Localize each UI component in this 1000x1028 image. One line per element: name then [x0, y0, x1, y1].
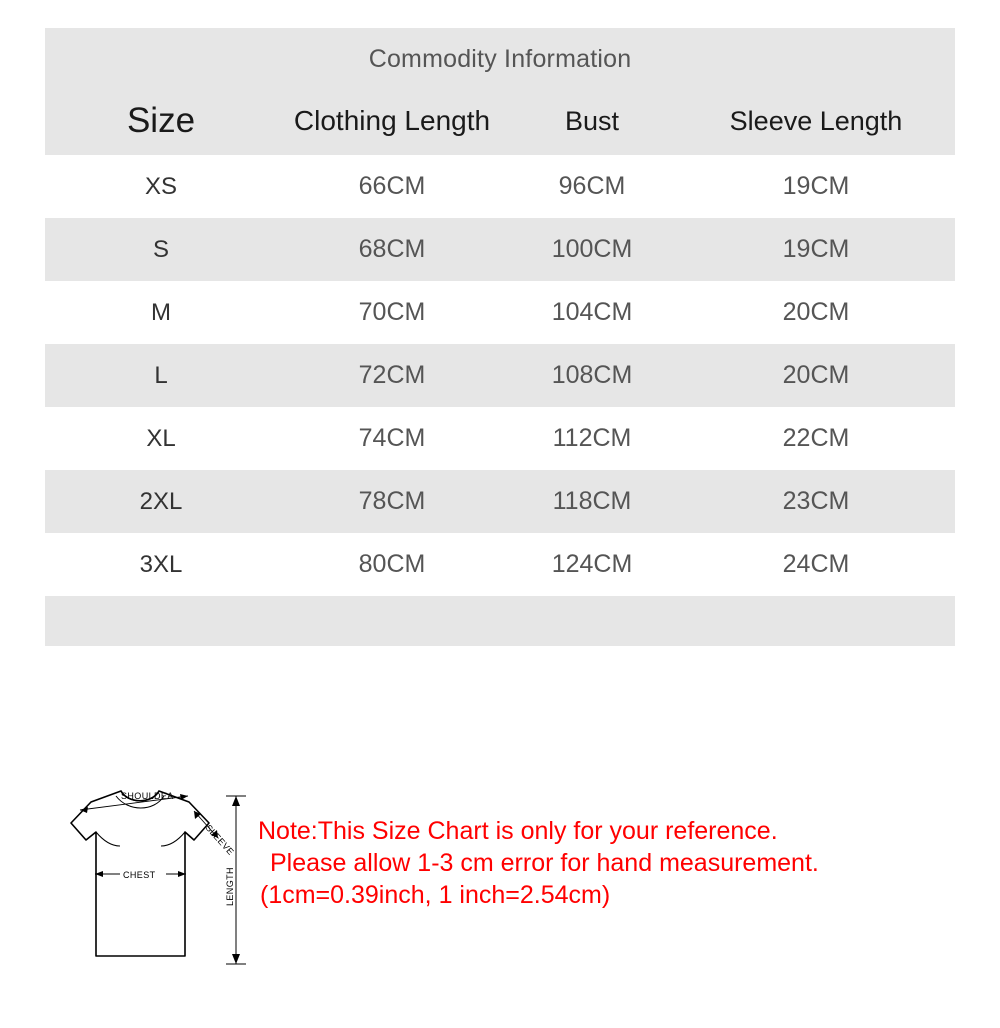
cell-bust: 124CM: [507, 533, 677, 596]
tshirt-icon: [28, 766, 258, 981]
cell-sleeve-length: 23CM: [677, 470, 955, 533]
cell-size: 3XL: [45, 533, 277, 596]
cell-size: 2XL: [45, 470, 277, 533]
cell-size: XS: [45, 155, 277, 218]
table-title-row: [45, 28, 955, 91]
cell-bust: 104CM: [507, 281, 677, 344]
column-header-size: Size: [45, 91, 277, 155]
cell-bust: 112CM: [507, 407, 677, 470]
cell-sleeve-length: 20CM: [677, 281, 955, 344]
cell-size: XL: [45, 407, 277, 470]
cell-sleeve-length: 22CM: [677, 407, 955, 470]
table-row: [45, 470, 955, 533]
label-shoulder: SHOULDEA: [121, 791, 174, 801]
cell-sleeve-length: 24CM: [677, 533, 955, 596]
cell-clothing-length: 70CM: [277, 281, 507, 344]
table-row: [45, 533, 955, 596]
cell-clothing-length: 68CM: [277, 218, 507, 281]
table-row: [45, 218, 955, 281]
cell-clothing-length: 78CM: [277, 470, 507, 533]
table-row: [45, 281, 955, 344]
column-header-sleeve-length: Sleeve Length: [677, 91, 955, 155]
size-chart-table: [45, 28, 955, 646]
cell-clothing-length: 80CM: [277, 533, 507, 596]
page-title: Commodity Information: [45, 28, 955, 91]
cell-bust: 100CM: [507, 218, 677, 281]
column-header-bust: Bust: [507, 91, 677, 155]
cell-sleeve-length: 19CM: [677, 155, 955, 218]
table-row: [45, 344, 955, 407]
note-line-1: Note:This Size Chart is only for your reference.: [258, 817, 778, 845]
cell-bust: 108CM: [507, 344, 677, 407]
column-header-clothing-length: Clothing Length: [277, 91, 507, 155]
table-header-row: [45, 91, 955, 155]
label-chest: CHEST: [123, 870, 156, 880]
cell-clothing-length: 72CM: [277, 344, 507, 407]
cell-sleeve-length: 19CM: [677, 218, 955, 281]
cell-clothing-length: 66CM: [277, 155, 507, 218]
cell-bust: 96CM: [507, 155, 677, 218]
cell-clothing-length: 74CM: [277, 407, 507, 470]
table-row: [45, 155, 955, 218]
cell-size: L: [45, 344, 277, 407]
size-chart-sheet: [0, 28, 1000, 1028]
cell-size: M: [45, 281, 277, 344]
note-line-3: (1cm=0.39inch, 1 inch=2.54cm): [260, 880, 611, 909]
table-row: [45, 407, 955, 470]
note-block: [258, 816, 978, 911]
tshirt-measurement-diagram: [28, 766, 258, 981]
label-length: LENGTH: [225, 867, 235, 906]
note-line-2: Please allow 1-3 cm error for hand measurement.: [270, 848, 819, 877]
cell-bust: 118CM: [507, 470, 677, 533]
cell-size: S: [45, 218, 277, 281]
label-sleeve: SLEEVE: [203, 822, 236, 858]
table-footer-band: [45, 596, 955, 646]
bottom-section: [0, 756, 1000, 1028]
cell-sleeve-length: 20CM: [677, 344, 955, 407]
